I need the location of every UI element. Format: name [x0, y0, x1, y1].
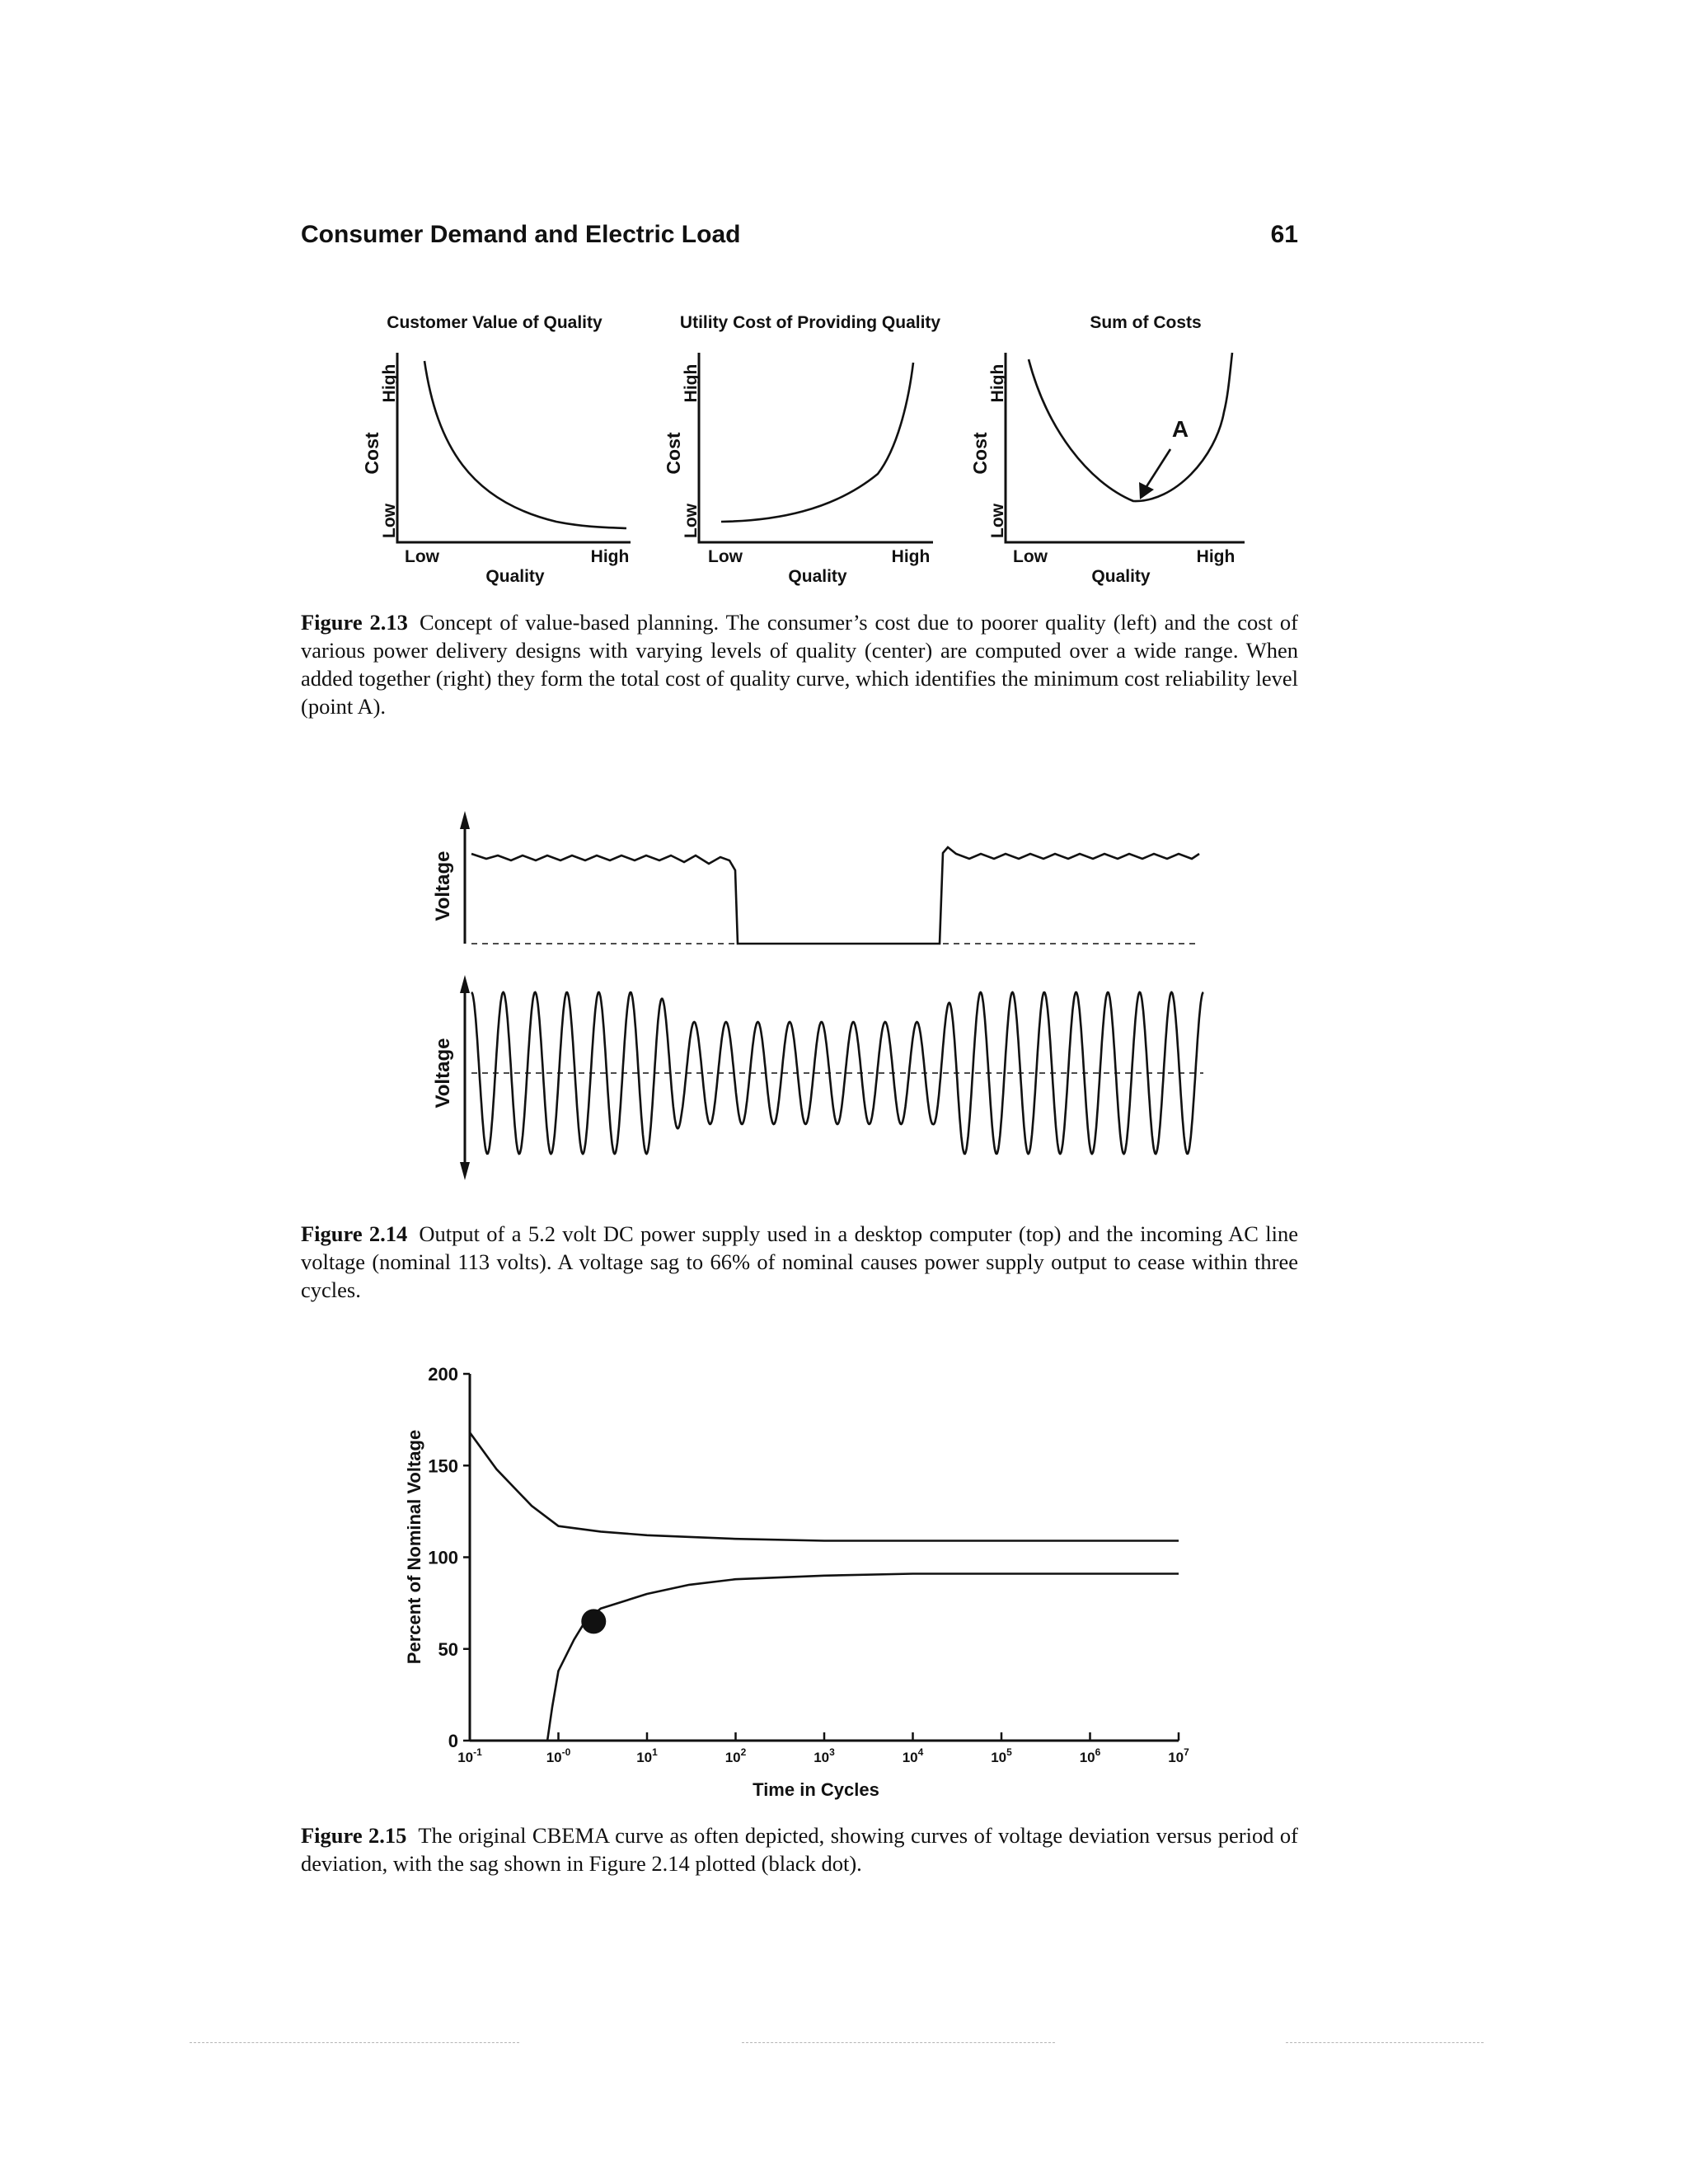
panel-utility-cost: [663, 313, 940, 586]
y-axis-label: Cost: [361, 432, 382, 475]
y-tick-label: 200: [428, 1364, 458, 1385]
y-low-label: Low: [988, 504, 1007, 538]
panel-customer-value: [361, 313, 631, 586]
panel-title: Customer Value of Quality: [387, 313, 603, 332]
running-head-title: Consumer Demand and Electric Load: [301, 221, 741, 248]
panel-axes: [1006, 353, 1245, 542]
x-low-label: Low: [708, 547, 743, 566]
running-head: [301, 221, 1298, 262]
x-high-label: High: [590, 547, 630, 566]
cost-curve: [721, 363, 913, 522]
total-cost-curve: [1029, 353, 1232, 501]
x-high-label: High: [1196, 547, 1236, 566]
panel-title: Utility Cost of Providing Quality: [679, 313, 941, 332]
upper-curve-line: [470, 1432, 1179, 1540]
y-axis-lower-arrowhead: [460, 1162, 470, 1180]
caption-label: Figure 2.13: [301, 610, 408, 635]
scan-artifact-line: [190, 2042, 519, 2043]
cost-curve: [424, 361, 626, 528]
y-tick-label: 150: [428, 1455, 458, 1477]
figure-2-13: [346, 305, 1269, 598]
x-tick-label: $10^5$: [991, 1746, 1012, 1765]
x-tick-label: $10^1$: [636, 1746, 658, 1765]
y-axis-label: Voltage: [432, 851, 454, 921]
x-tick-label: $10^{-1}$: [457, 1746, 482, 1765]
caption-text: Concept of value-based planning. The consumer’s cost due to poorer quality (left) and the cost of various power delivery designs with varying levels of quality (center) are computed over a wide range. When added together (right) they form the total cost of quality curve, which identifies the minimum cost reliability level (point A).: [301, 610, 1298, 719]
x-low-label: Low: [1013, 547, 1048, 566]
x-axis-label: Quality: [788, 567, 847, 586]
ac-line-panel: [432, 975, 1203, 1180]
x-tick-label: $10^6$: [1079, 1746, 1101, 1765]
sag-marker-dot: [581, 1609, 606, 1633]
scan-artifact-line: [742, 2042, 1055, 2043]
panel-sum-of-costs: [969, 313, 1245, 586]
x-tick-label: $10^7$: [1168, 1746, 1189, 1765]
x-tick-label: $10^2$: [724, 1746, 747, 1765]
panel-axes: [397, 353, 631, 542]
caption-label: Figure 2.14: [301, 1221, 408, 1246]
y-axis-label: Cost: [663, 432, 684, 475]
y-low-label: Low: [380, 504, 399, 538]
y-tick-label: 100: [428, 1547, 458, 1568]
series-group: [470, 1432, 1179, 1741]
lower-curve-line: [547, 1574, 1179, 1741]
figure-2-15-caption: [301, 1821, 1298, 1877]
point-a-label: A: [1171, 416, 1189, 442]
y-high-label: High: [380, 363, 399, 403]
y-axis-label: Cost: [969, 432, 991, 475]
scan-artifact-line: [1286, 2042, 1484, 2043]
point-a-arrow: [1146, 449, 1170, 488]
x-axis-label: Quality: [1091, 567, 1151, 586]
x-axis-title: Time in Cycles: [753, 1779, 879, 1800]
panel-axes: [699, 353, 933, 542]
y-axis-arrowhead: [460, 811, 470, 829]
y-axis-label: Voltage: [432, 1038, 454, 1108]
y-tick-label: 0: [448, 1731, 458, 1751]
y-axis-title: Percent of Nominal Voltage: [404, 1429, 424, 1665]
dc-output-trace: [471, 847, 1199, 944]
x-tick-label: $10^3$: [814, 1746, 835, 1765]
y-ticks: [428, 1364, 470, 1751]
y-tick-label: 50: [438, 1638, 458, 1660]
cbema-chart: [387, 1364, 1245, 1805]
y-low-label: Low: [682, 504, 701, 538]
y-axis-upper-arrowhead: [460, 975, 470, 993]
x-high-label: High: [891, 547, 931, 566]
y-high-label: High: [988, 363, 1007, 403]
caption-label: Figure 2.15: [301, 1823, 407, 1848]
y-high-label: High: [682, 363, 701, 403]
figure-2-13-caption: [301, 608, 1298, 720]
x-ticks: [457, 1732, 1189, 1765]
x-axis-label: Quality: [485, 567, 545, 586]
caption-text: The original CBEMA curve as often depicted, showing curves of voltage deviation versus period of deviation, with the sag shown in Figure 2.14 plotted (black dot).: [301, 1823, 1298, 1876]
caption-text: Output of a 5.2 volt DC power supply used in a desktop computer (top) and the incoming AC line voltage (nominal 113 volts). A voltage sag to 66% of nominal causes power supply output to cease within three cycles.: [301, 1221, 1298, 1302]
x-tick-label: $10^4$: [902, 1746, 924, 1765]
panel-title: Sum of Costs: [1090, 313, 1202, 332]
x-low-label: Low: [405, 547, 439, 566]
x-tick-label: $10^{-0}$: [546, 1746, 571, 1765]
figure-2-14-caption: [301, 1220, 1298, 1304]
page-number: 61: [1270, 221, 1298, 248]
dc-output-panel: [432, 811, 1199, 944]
figure-2-14: [412, 799, 1220, 1195]
